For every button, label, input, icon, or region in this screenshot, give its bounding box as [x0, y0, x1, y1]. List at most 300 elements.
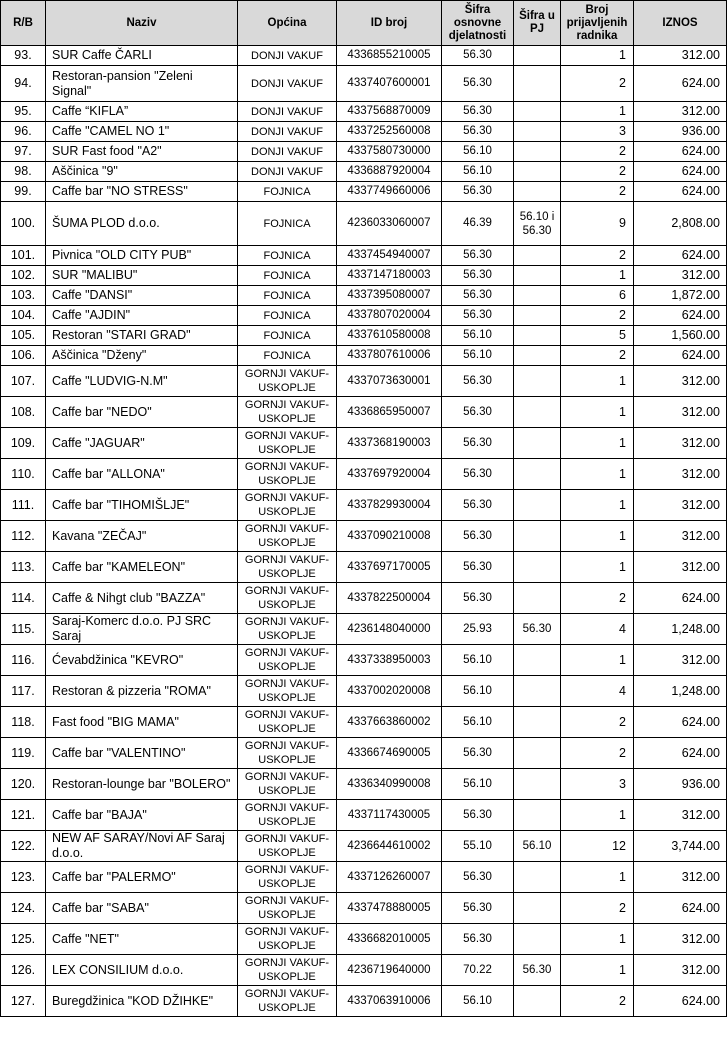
cell-rb: 125.	[1, 924, 46, 955]
cell-id-broj: 4337252560008	[337, 122, 442, 142]
cell-rb: 121.	[1, 800, 46, 831]
cell-broj-radnika: 2	[561, 142, 634, 162]
cell-naziv: Caffe & Nihgt club "BAZZA"	[46, 583, 238, 614]
cell-id-broj: 4337580730000	[337, 142, 442, 162]
cell-sifra-pj	[514, 552, 561, 583]
cell-broj-radnika: 1	[561, 397, 634, 428]
cell-id-broj: 4337063910006	[337, 986, 442, 1017]
table-row	[1, 769, 727, 800]
cell-naziv: Caffe bar "PALERMO"	[46, 862, 238, 893]
cell-naziv: Caffe bar "BAJA"	[46, 800, 238, 831]
cell-iznos: 624.00	[634, 162, 727, 182]
cell-sifra-pj: 56.30	[514, 614, 561, 645]
cell-rb: 100.	[1, 202, 46, 246]
cell-sifra-djelatnosti: 56.30	[442, 924, 514, 955]
cell-rb: 115.	[1, 614, 46, 645]
cell-opcina: GORNJI VAKUF-USKOPLJE	[238, 800, 337, 831]
cell-sifra-djelatnosti: 56.30	[442, 552, 514, 583]
cell-rb: 99.	[1, 182, 46, 202]
cell-id-broj: 4337338950003	[337, 645, 442, 676]
cell-id-broj: 4337454940007	[337, 246, 442, 266]
cell-id-broj: 4337663860002	[337, 707, 442, 738]
cell-iznos: 624.00	[634, 893, 727, 924]
cell-rb: 113.	[1, 552, 46, 583]
cell-rb: 110.	[1, 459, 46, 490]
cell-naziv: Caffe "AJDIN"	[46, 306, 238, 326]
cell-sifra-djelatnosti: 56.30	[442, 459, 514, 490]
cell-id-broj: 4337822500004	[337, 583, 442, 614]
cell-iznos: 312.00	[634, 552, 727, 583]
header-opcina: Općina	[238, 1, 337, 46]
cell-sifra-djelatnosti: 56.10	[442, 326, 514, 346]
cell-sifra-pj	[514, 122, 561, 142]
cell-broj-radnika: 1	[561, 366, 634, 397]
cell-id-broj: 4337697920004	[337, 459, 442, 490]
cell-opcina: GORNJI VAKUF-USKOPLJE	[238, 397, 337, 428]
cell-broj-radnika: 2	[561, 738, 634, 769]
cell-broj-radnika: 4	[561, 676, 634, 707]
cell-iznos: 312.00	[634, 490, 727, 521]
cell-sifra-djelatnosti: 56.10	[442, 707, 514, 738]
cell-iznos: 1,248.00	[634, 676, 727, 707]
cell-naziv: Saraj-Komerc d.o.o. PJ SRC Saraj	[46, 614, 238, 645]
cell-sifra-pj	[514, 102, 561, 122]
cell-sifra-djelatnosti: 56.30	[442, 397, 514, 428]
cell-opcina: GORNJI VAKUF-USKOPLJE	[238, 707, 337, 738]
header-naziv: Naziv	[46, 1, 238, 46]
cell-rb: 118.	[1, 707, 46, 738]
cell-broj-radnika: 1	[561, 102, 634, 122]
cell-rb: 124.	[1, 893, 46, 924]
table-row	[1, 162, 727, 182]
cell-opcina: FOJNICA	[238, 246, 337, 266]
table-row	[1, 552, 727, 583]
cell-broj-radnika: 5	[561, 326, 634, 346]
cell-rb: 104.	[1, 306, 46, 326]
cell-rb: 111.	[1, 490, 46, 521]
cell-iznos: 624.00	[634, 583, 727, 614]
cell-id-broj: 4337749660006	[337, 182, 442, 202]
cell-rb: 102.	[1, 266, 46, 286]
cell-sifra-djelatnosti: 56.10	[442, 676, 514, 707]
cell-naziv: Buregdžinica "KOD DŽIHKE"	[46, 986, 238, 1017]
cell-iznos: 3,744.00	[634, 831, 727, 862]
cell-sifra-pj	[514, 459, 561, 490]
cell-broj-radnika: 3	[561, 769, 634, 800]
cell-opcina: GORNJI VAKUF-USKOPLJE	[238, 676, 337, 707]
cell-rb: 106.	[1, 346, 46, 366]
table-row	[1, 490, 727, 521]
cell-opcina: GORNJI VAKUF-USKOPLJE	[238, 366, 337, 397]
cell-iznos: 624.00	[634, 66, 727, 102]
table-row	[1, 306, 727, 326]
cell-sifra-pj	[514, 182, 561, 202]
cell-sifra-djelatnosti: 56.30	[442, 490, 514, 521]
cell-rb: 94.	[1, 66, 46, 102]
cell-naziv: Aščinica "Dženy"	[46, 346, 238, 366]
cell-id-broj: 4337610580008	[337, 326, 442, 346]
cell-sifra-pj	[514, 246, 561, 266]
cell-broj-radnika: 9	[561, 202, 634, 246]
cell-id-broj: 4337090210008	[337, 521, 442, 552]
cell-id-broj: 4337568870009	[337, 102, 442, 122]
table-header-row	[1, 1, 727, 46]
cell-broj-radnika: 2	[561, 306, 634, 326]
cell-naziv: Caffe "NET"	[46, 924, 238, 955]
cell-rb: 117.	[1, 676, 46, 707]
cell-rb: 126.	[1, 955, 46, 986]
table-row	[1, 614, 727, 645]
cell-rb: 97.	[1, 142, 46, 162]
cell-broj-radnika: 2	[561, 182, 634, 202]
cell-broj-radnika: 1	[561, 924, 634, 955]
cell-iznos: 624.00	[634, 986, 727, 1017]
cell-broj-radnika: 2	[561, 246, 634, 266]
table-row	[1, 862, 727, 893]
cell-iznos: 624.00	[634, 707, 727, 738]
cell-sifra-pj	[514, 583, 561, 614]
cell-opcina: GORNJI VAKUF-USKOPLJE	[238, 614, 337, 645]
cell-sifra-djelatnosti: 56.30	[442, 182, 514, 202]
cell-sifra-djelatnosti: 56.30	[442, 66, 514, 102]
table-body	[1, 46, 727, 1017]
cell-id-broj: 4337073630001	[337, 366, 442, 397]
cell-iznos: 312.00	[634, 924, 727, 955]
cell-opcina: DONJI VAKUF	[238, 66, 337, 102]
cell-id-broj: 4337117430005	[337, 800, 442, 831]
cell-iznos: 312.00	[634, 800, 727, 831]
cell-opcina: GORNJI VAKUF-USKOPLJE	[238, 552, 337, 583]
cell-sifra-pj	[514, 66, 561, 102]
cell-rb: 109.	[1, 428, 46, 459]
cell-broj-radnika: 2	[561, 893, 634, 924]
table-row	[1, 459, 727, 490]
cell-rb: 107.	[1, 366, 46, 397]
cell-iznos: 312.00	[634, 459, 727, 490]
table-row	[1, 286, 727, 306]
cell-sifra-pj	[514, 862, 561, 893]
cell-broj-radnika: 3	[561, 122, 634, 142]
cell-broj-radnika: 1	[561, 46, 634, 66]
cell-iznos: 312.00	[634, 397, 727, 428]
cell-sifra-pj	[514, 645, 561, 676]
table-row	[1, 66, 727, 102]
cell-naziv: Caffe bar "TIHOMIŠLJE"	[46, 490, 238, 521]
table-row	[1, 986, 727, 1017]
cell-opcina: GORNJI VAKUF-USKOPLJE	[238, 955, 337, 986]
cell-naziv: Caffe bar "ALLONA"	[46, 459, 238, 490]
cell-broj-radnika: 4	[561, 614, 634, 645]
cell-naziv: Kavana "ZEČAJ"	[46, 521, 238, 552]
cell-sifra-djelatnosti: 70.22	[442, 955, 514, 986]
cell-opcina: GORNJI VAKUF-USKOPLJE	[238, 459, 337, 490]
cell-iznos: 936.00	[634, 122, 727, 142]
cell-broj-radnika: 1	[561, 800, 634, 831]
cell-id-broj: 4236033060007	[337, 202, 442, 246]
cell-sifra-pj	[514, 142, 561, 162]
cell-sifra-pj: 56.10	[514, 831, 561, 862]
cell-sifra-djelatnosti: 46.39	[442, 202, 514, 246]
cell-sifra-pj	[514, 800, 561, 831]
cell-sifra-pj	[514, 521, 561, 552]
table-row	[1, 122, 727, 142]
cell-rb: 119.	[1, 738, 46, 769]
cell-opcina: DONJI VAKUF	[238, 142, 337, 162]
cell-rb: 114.	[1, 583, 46, 614]
cell-sifra-pj	[514, 286, 561, 306]
cell-opcina: FOJNICA	[238, 266, 337, 286]
cell-sifra-djelatnosti: 56.30	[442, 428, 514, 459]
cell-broj-radnika: 1	[561, 645, 634, 676]
cell-naziv: Caffe bar "KAMELEON"	[46, 552, 238, 583]
cell-naziv: Pivnica "OLD CITY PUB"	[46, 246, 238, 266]
cell-rb: 123.	[1, 862, 46, 893]
cell-sifra-djelatnosti: 56.10	[442, 346, 514, 366]
cell-id-broj: 4236719640000	[337, 955, 442, 986]
cell-id-broj: 4337002020008	[337, 676, 442, 707]
table-row	[1, 428, 727, 459]
cell-opcina: GORNJI VAKUF-USKOPLJE	[238, 645, 337, 676]
cell-broj-radnika: 12	[561, 831, 634, 862]
cell-rb: 116.	[1, 645, 46, 676]
cell-sifra-djelatnosti: 56.30	[442, 306, 514, 326]
table-row	[1, 202, 727, 246]
cell-opcina: GORNJI VAKUF-USKOPLJE	[238, 769, 337, 800]
cell-sifra-djelatnosti: 56.10	[442, 986, 514, 1017]
cell-opcina: FOJNICA	[238, 286, 337, 306]
cell-iznos: 312.00	[634, 428, 727, 459]
cell-iznos: 312.00	[634, 366, 727, 397]
table-row	[1, 46, 727, 66]
cell-iznos: 2,808.00	[634, 202, 727, 246]
cell-iznos: 936.00	[634, 769, 727, 800]
cell-naziv: Restoran-lounge bar "BOLERO"	[46, 769, 238, 800]
table-row	[1, 831, 727, 862]
cell-id-broj: 4336855210005	[337, 46, 442, 66]
cell-broj-radnika: 1	[561, 862, 634, 893]
table-row	[1, 397, 727, 428]
cell-rb: 120.	[1, 769, 46, 800]
cell-naziv: Fast food "BIG MAMA"	[46, 707, 238, 738]
cell-sifra-djelatnosti: 56.30	[442, 122, 514, 142]
cell-naziv: Restoran-pansion "Zeleni Signal"	[46, 66, 238, 102]
cell-sifra-pj	[514, 986, 561, 1017]
cell-sifra-djelatnosti: 56.30	[442, 862, 514, 893]
cell-broj-radnika: 1	[561, 521, 634, 552]
table-row	[1, 366, 727, 397]
cell-opcina: GORNJI VAKUF-USKOPLJE	[238, 428, 337, 459]
cell-broj-radnika: 1	[561, 955, 634, 986]
cell-id-broj: 4337697170005	[337, 552, 442, 583]
table-row	[1, 246, 727, 266]
cell-broj-radnika: 1	[561, 459, 634, 490]
cell-sifra-pj	[514, 676, 561, 707]
cell-sifra-pj	[514, 266, 561, 286]
cell-sifra-pj	[514, 769, 561, 800]
cell-opcina: GORNJI VAKUF-USKOPLJE	[238, 490, 337, 521]
cell-naziv: ŠUMA PLOD d.o.o.	[46, 202, 238, 246]
cell-naziv: LEX CONSILIUM d.o.o.	[46, 955, 238, 986]
cell-rb: 108.	[1, 397, 46, 428]
cell-broj-radnika: 1	[561, 266, 634, 286]
table-row	[1, 893, 727, 924]
cell-rb: 105.	[1, 326, 46, 346]
cell-naziv: Restoran "STARI GRAD"	[46, 326, 238, 346]
table-row	[1, 645, 727, 676]
cell-naziv: Ćevabdžinica "KEVRO"	[46, 645, 238, 676]
table-row	[1, 676, 727, 707]
cell-broj-radnika: 6	[561, 286, 634, 306]
cell-sifra-djelatnosti: 25.93	[442, 614, 514, 645]
cell-opcina: FOJNICA	[238, 346, 337, 366]
cell-opcina: GORNJI VAKUF-USKOPLJE	[238, 924, 337, 955]
cell-iznos: 312.00	[634, 102, 727, 122]
cell-id-broj: 4336865950007	[337, 397, 442, 428]
table-row	[1, 738, 727, 769]
cell-id-broj: 4236148040000	[337, 614, 442, 645]
cell-broj-radnika: 2	[561, 66, 634, 102]
cell-sifra-pj	[514, 366, 561, 397]
cell-id-broj: 4337807020004	[337, 306, 442, 326]
cell-naziv: Caffe bar "SABA"	[46, 893, 238, 924]
cell-id-broj: 4337126260007	[337, 862, 442, 893]
header-rb: R/B	[1, 1, 46, 46]
cell-id-broj: 4337807610006	[337, 346, 442, 366]
cell-naziv: SUR "MALIBU"	[46, 266, 238, 286]
cell-iznos: 312.00	[634, 862, 727, 893]
cell-sifra-djelatnosti: 56.30	[442, 102, 514, 122]
header-iznos: IZNOS	[634, 1, 727, 46]
cell-rb: 122.	[1, 831, 46, 862]
cell-iznos: 624.00	[634, 306, 727, 326]
cell-broj-radnika: 2	[561, 986, 634, 1017]
cell-sifra-djelatnosti: 55.10	[442, 831, 514, 862]
cell-naziv: Caffe "DANSI"	[46, 286, 238, 306]
cell-sifra-djelatnosti: 56.30	[442, 800, 514, 831]
cell-opcina: FOJNICA	[238, 202, 337, 246]
cell-iznos: 312.00	[634, 46, 727, 66]
table-row	[1, 102, 727, 122]
cell-sifra-pj: 56.30	[514, 955, 561, 986]
cell-sifra-pj	[514, 490, 561, 521]
cell-broj-radnika: 1	[561, 552, 634, 583]
header-sifra: Šifra osnovne djelatnosti	[442, 1, 514, 46]
cell-iznos: 312.00	[634, 266, 727, 286]
cell-sifra-djelatnosti: 56.30	[442, 583, 514, 614]
cell-opcina: GORNJI VAKUF-USKOPLJE	[238, 521, 337, 552]
cell-opcina: GORNJI VAKUF-USKOPLJE	[238, 862, 337, 893]
cell-sifra-pj	[514, 397, 561, 428]
table-row	[1, 800, 727, 831]
cell-opcina: GORNJI VAKUF-USKOPLJE	[238, 583, 337, 614]
cell-opcina: FOJNICA	[238, 306, 337, 326]
table-row	[1, 583, 727, 614]
cell-id-broj: 4337147180003	[337, 266, 442, 286]
cell-sifra-pj	[514, 46, 561, 66]
cell-sifra-djelatnosti: 56.30	[442, 286, 514, 306]
cell-broj-radnika: 2	[561, 346, 634, 366]
cell-rb: 93.	[1, 46, 46, 66]
cell-naziv: Caffe bar "VALENTINO"	[46, 738, 238, 769]
cell-sifra-pj	[514, 707, 561, 738]
header-pj: Šifra u PJ	[514, 1, 561, 46]
cell-naziv: Caffe bar "NO STRESS"	[46, 182, 238, 202]
cell-opcina: DONJI VAKUF	[238, 162, 337, 182]
table-row	[1, 955, 727, 986]
cell-id-broj: 4336887920004	[337, 162, 442, 182]
cell-id-broj: 4337395080007	[337, 286, 442, 306]
cell-opcina: DONJI VAKUF	[238, 122, 337, 142]
cell-iznos: 624.00	[634, 142, 727, 162]
cell-naziv: NEW AF SARAY/Novi AF Saraj d.o.o.	[46, 831, 238, 862]
cell-sifra-djelatnosti: 56.10	[442, 645, 514, 676]
cell-sifra-pj	[514, 326, 561, 346]
cell-id-broj: 4336682010005	[337, 924, 442, 955]
cell-sifra-djelatnosti: 56.30	[442, 246, 514, 266]
table-row	[1, 924, 727, 955]
cell-naziv: Caffe "CAMEL NO 1"	[46, 122, 238, 142]
cell-naziv: Caffe "JAGUAR"	[46, 428, 238, 459]
cell-naziv: Restoran & pizzeria "ROMA"	[46, 676, 238, 707]
cell-iznos: 624.00	[634, 246, 727, 266]
cell-opcina: GORNJI VAKUF-USKOPLJE	[238, 986, 337, 1017]
cell-rb: 127.	[1, 986, 46, 1017]
cell-sifra-pj	[514, 738, 561, 769]
cell-id-broj: 4337407600001	[337, 66, 442, 102]
cell-sifra-pj: 56.10 i 56.30	[514, 202, 561, 246]
cell-iznos: 1,560.00	[634, 326, 727, 346]
cell-sifra-pj	[514, 346, 561, 366]
cell-iznos: 1,872.00	[634, 286, 727, 306]
cell-naziv: SUR Fast food "A2"	[46, 142, 238, 162]
cell-sifra-djelatnosti: 56.10	[442, 162, 514, 182]
table-row	[1, 521, 727, 552]
cell-sifra-djelatnosti: 56.30	[442, 46, 514, 66]
cell-iznos: 1,248.00	[634, 614, 727, 645]
cell-sifra-pj	[514, 306, 561, 326]
cell-rb: 103.	[1, 286, 46, 306]
cell-rb: 112.	[1, 521, 46, 552]
cell-sifra-pj	[514, 162, 561, 182]
cell-broj-radnika: 2	[561, 162, 634, 182]
cell-id-broj: 4337829930004	[337, 490, 442, 521]
header-broj: Broj prijavljenih radnika	[561, 1, 634, 46]
cell-sifra-djelatnosti: 56.10	[442, 142, 514, 162]
cell-opcina: GORNJI VAKUF-USKOPLJE	[238, 738, 337, 769]
cell-id-broj: 4336674690005	[337, 738, 442, 769]
cell-opcina: FOJNICA	[238, 326, 337, 346]
cell-sifra-pj	[514, 893, 561, 924]
cell-id-broj: 4236644610002	[337, 831, 442, 862]
cell-broj-radnika: 2	[561, 583, 634, 614]
cell-rb: 96.	[1, 122, 46, 142]
cell-iznos: 624.00	[634, 738, 727, 769]
cell-id-broj: 4337478880005	[337, 893, 442, 924]
cell-sifra-djelatnosti: 56.30	[442, 893, 514, 924]
cell-opcina: GORNJI VAKUF-USKOPLJE	[238, 893, 337, 924]
cell-naziv: Caffe "LUDVIG-N.M"	[46, 366, 238, 397]
cell-opcina: GORNJI VAKUF-USKOPLJE	[238, 831, 337, 862]
cell-opcina: FOJNICA	[238, 182, 337, 202]
table-row	[1, 346, 727, 366]
cell-rb: 98.	[1, 162, 46, 182]
cell-naziv: SUR Caffe ČARLI	[46, 46, 238, 66]
cell-iznos: 312.00	[634, 521, 727, 552]
table-row	[1, 142, 727, 162]
cell-id-broj: 4336340990008	[337, 769, 442, 800]
cell-iznos: 624.00	[634, 346, 727, 366]
cell-rb: 101.	[1, 246, 46, 266]
